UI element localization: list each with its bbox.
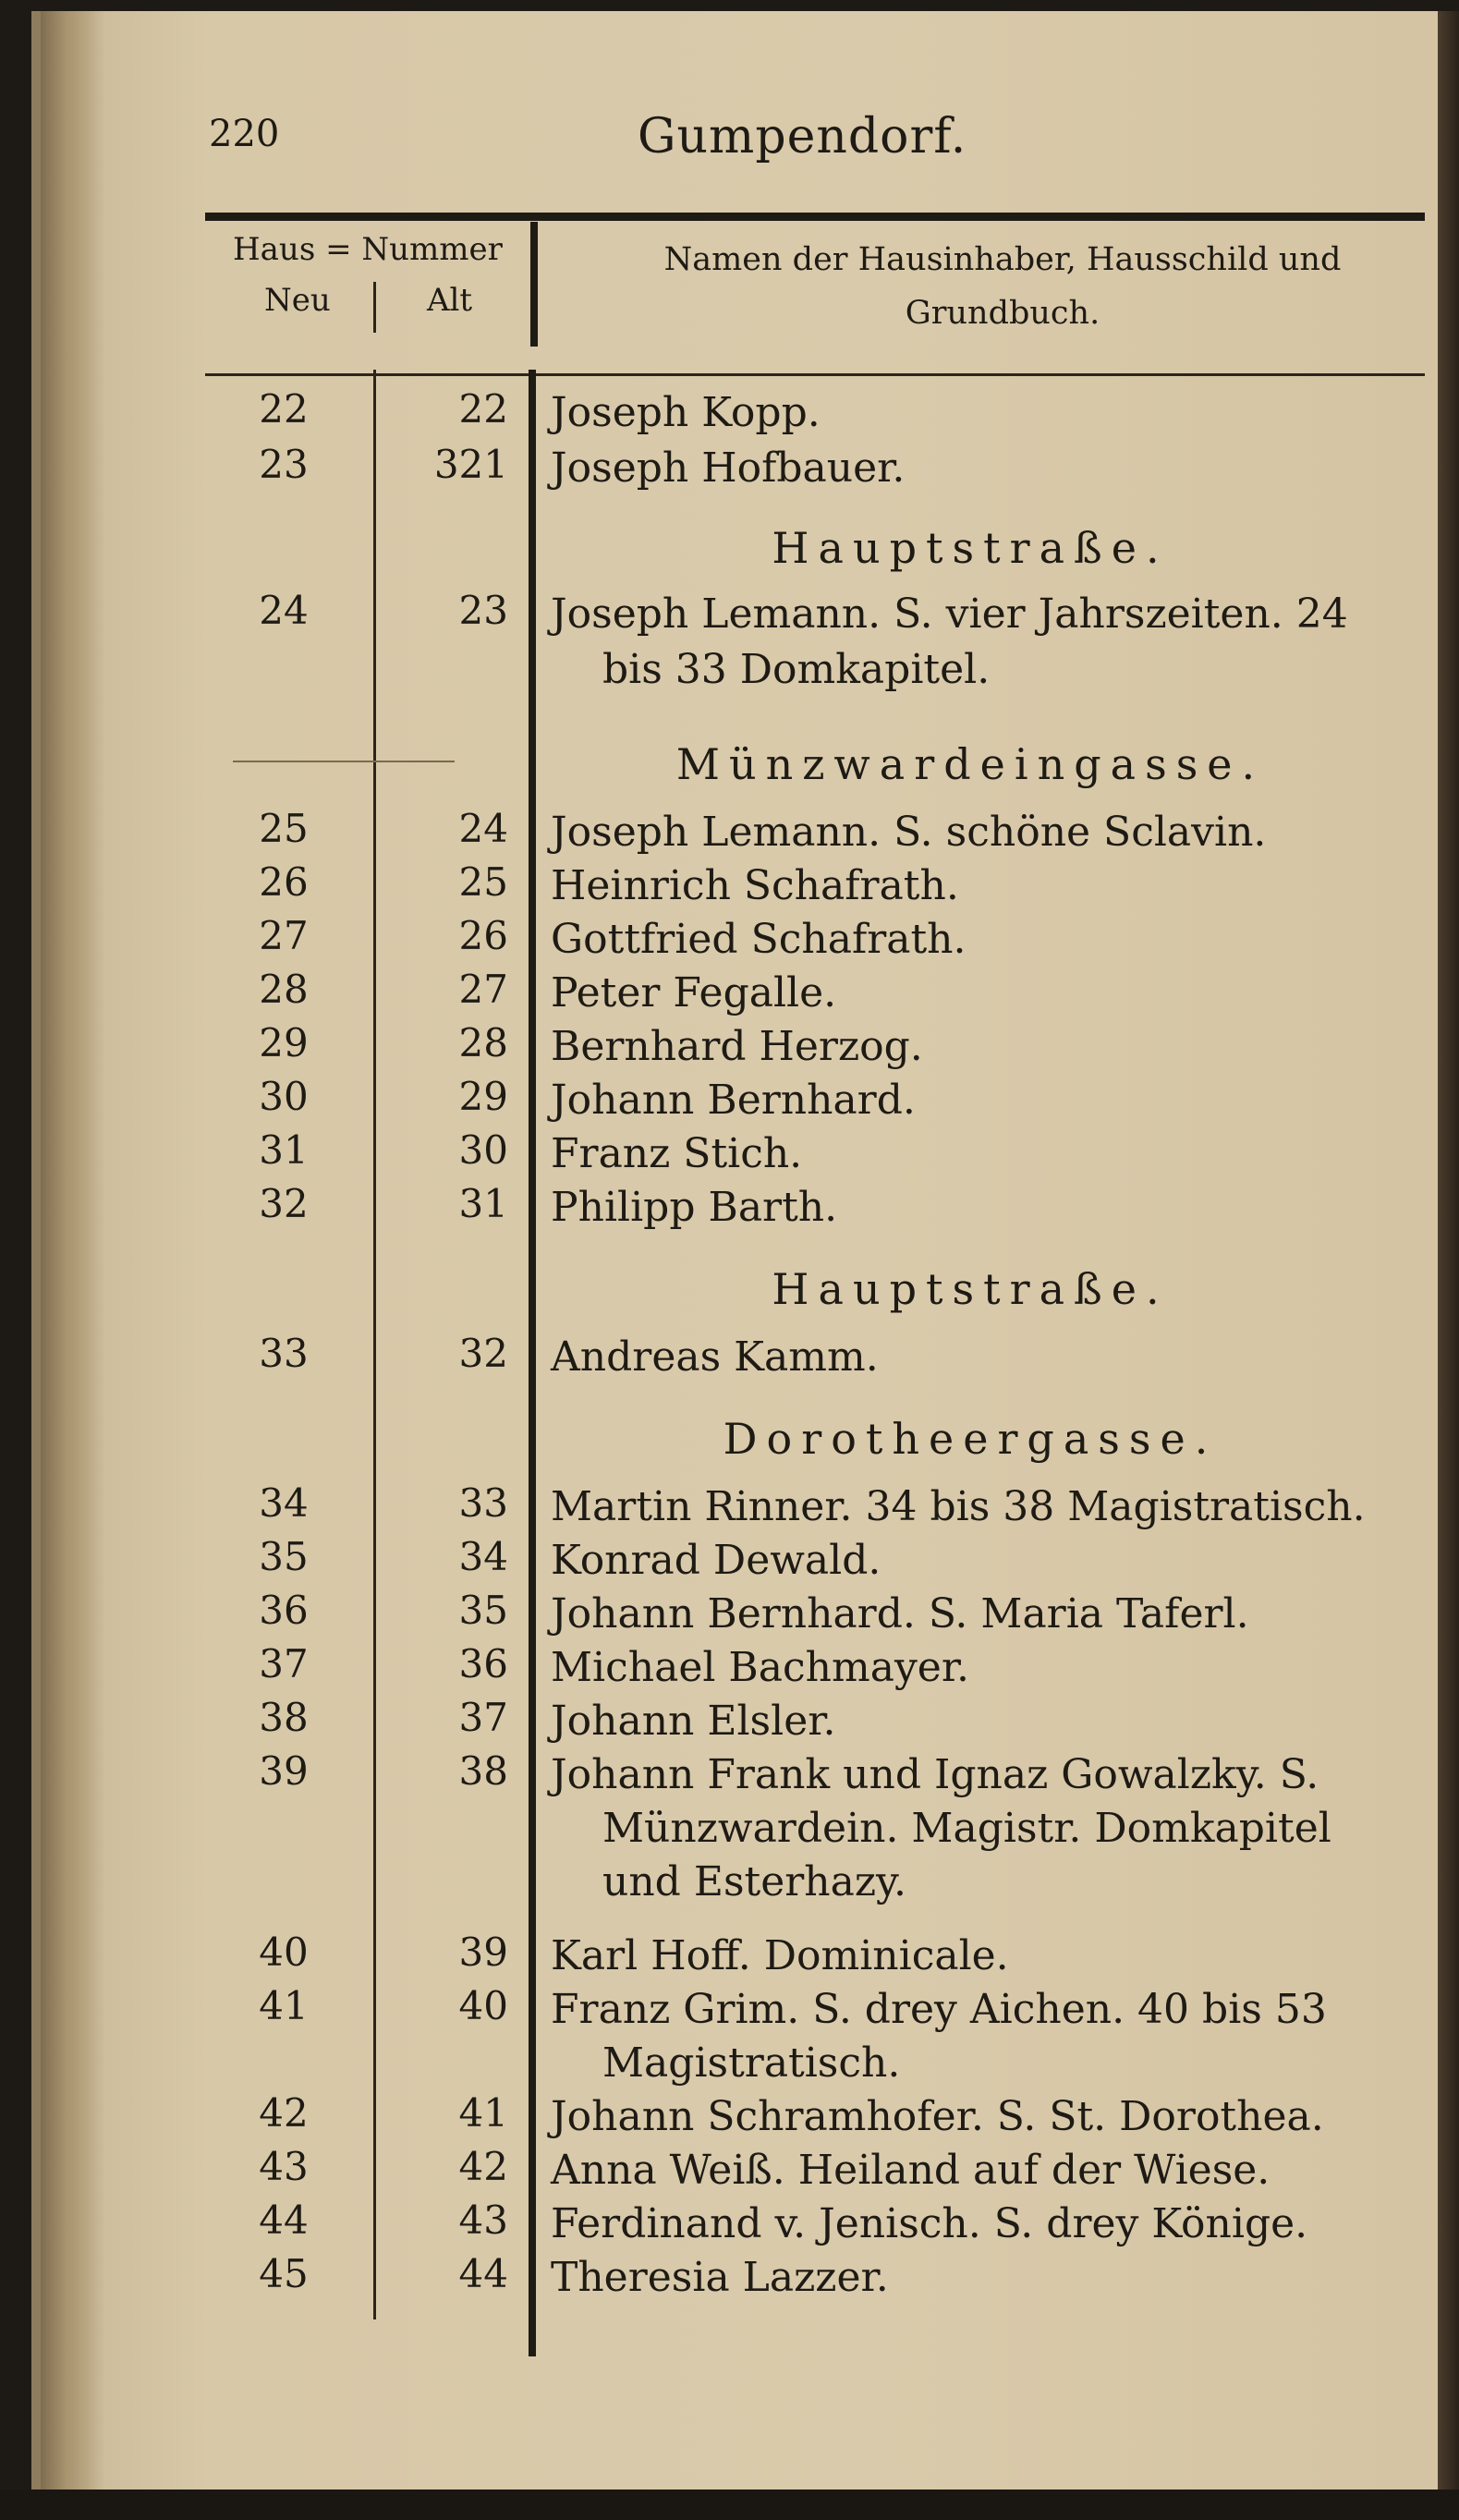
house-number-old: 24	[458, 806, 508, 851]
house-number-old: 44	[458, 2251, 508, 2296]
house-number-new: 32	[259, 1181, 309, 1226]
owner-entry: Joseph Lemann. S. vier Jahrszeiten. 24	[551, 590, 1348, 638]
table-row	[0, 1534, 1459, 1589]
house-number-new: 29	[259, 1020, 309, 1065]
house-number-old: 29	[458, 1074, 508, 1119]
house-number-old: 31	[458, 1181, 508, 1226]
table-row	[0, 588, 1459, 643]
table-row	[0, 2144, 1459, 2199]
owner-entry: Anna Weiß. Heiland auf der Wiese.	[551, 2147, 1271, 2194]
house-number-old: 35	[458, 1588, 508, 1633]
house-number-old: 38	[458, 1748, 508, 1794]
owner-entry: Joseph Kopp.	[551, 389, 821, 436]
owner-entry-continuation: und Esterhazy.	[602, 1858, 907, 1905]
owner-entry-continuation: Münzwardein. Magistr. Domkapitel	[602, 1805, 1331, 1852]
header-neu-alt-divider	[373, 282, 376, 333]
house-number-new: 42	[259, 2090, 309, 2136]
table-row-continuation	[0, 1856, 1459, 1911]
owner-entry-continuation: Magistratisch.	[602, 2039, 901, 2087]
table-row	[0, 967, 1459, 1022]
table-row	[0, 1695, 1459, 1750]
page-number: 220	[209, 113, 280, 155]
column-header-alt: Alt	[427, 282, 473, 319]
scan-background	[0, 2490, 1459, 2520]
owner-entry: Konrad Dewald.	[551, 1537, 881, 1584]
owner-entry: Heinrich Schafrath.	[551, 862, 959, 909]
table-row-continuation	[0, 2037, 1459, 2092]
house-number-old: 30	[458, 1127, 508, 1173]
header-rule-thin	[205, 373, 1425, 376]
owner-entry: Ferdinand v. Jenisch. S. drey Könige.	[551, 2200, 1308, 2247]
house-number-new: 43	[259, 2144, 309, 2189]
table-row	[0, 2251, 1459, 2307]
house-number-old: 33	[458, 1480, 508, 1526]
table-row-continuation	[0, 643, 1459, 699]
house-number-new: 38	[259, 1695, 309, 1740]
section-dash	[233, 761, 455, 762]
house-number-new: 23	[259, 442, 309, 487]
owner-entry: Johann Bernhard.	[551, 1077, 916, 1124]
owner-entry: Johann Elsler.	[551, 1698, 836, 1745]
table-row	[0, 442, 1459, 497]
owner-entry: Martin Rinner. 34 bis 38 Magistratisch.	[551, 1483, 1366, 1530]
house-number-old: 32	[458, 1331, 508, 1376]
owner-entry: Peter Fegalle.	[551, 969, 837, 1017]
table-row	[0, 2090, 1459, 2146]
house-number-new: 35	[259, 1534, 309, 1579]
house-number-new: 33	[259, 1331, 309, 1376]
table-row	[0, 1127, 1459, 1183]
house-number-new: 30	[259, 1074, 309, 1119]
table-row	[0, 1641, 1459, 1697]
house-number-old: 43	[458, 2197, 508, 2243]
house-number-new: 26	[259, 859, 309, 905]
owner-entry: Johann Frank und Ignaz Gowalzky. S.	[551, 1751, 1319, 1798]
house-number-old: 36	[458, 1641, 508, 1686]
house-number-new: 45	[259, 2251, 309, 2296]
house-number-new: 44	[259, 2197, 309, 2243]
house-number-new: 34	[259, 1480, 309, 1526]
house-number-new: 25	[259, 806, 309, 851]
running-head: Gumpendorf.	[638, 109, 967, 164]
house-number-new: 39	[259, 1748, 309, 1794]
owner-entry: Andreas Kamm.	[551, 1333, 879, 1381]
owner-entry-continuation: bis 33 Domkapitel.	[602, 646, 991, 693]
house-number-new: 37	[259, 1641, 309, 1686]
column-header-names	[591, 233, 1414, 340]
table-row	[0, 1930, 1459, 1985]
table-row	[0, 859, 1459, 915]
table-row	[0, 806, 1459, 861]
table-row	[0, 2197, 1459, 2253]
house-number-old: 25	[458, 859, 508, 905]
street-heading: Hauptstraße.	[772, 1264, 1169, 1314]
house-number-new: 31	[259, 1127, 309, 1173]
house-number-new: 27	[259, 913, 309, 958]
owner-entry: Franz Grim. S. drey Aichen. 40 bis 53	[551, 1986, 1327, 2033]
house-number-old: 41	[458, 2090, 508, 2136]
house-number-new: 41	[259, 1983, 309, 2028]
house-number-old: 40	[458, 1983, 508, 2028]
house-number-new: 40	[259, 1930, 309, 1975]
table-row	[0, 1020, 1459, 1076]
house-number-old: 23	[458, 588, 508, 633]
owner-entry: Theresia Lazzer.	[551, 2254, 889, 2301]
table-row	[0, 1181, 1459, 1236]
owner-entry: Philipp Barth.	[551, 1184, 838, 1231]
house-number-old: 39	[458, 1930, 508, 1975]
street-heading: Münzwardeingasse.	[675, 739, 1265, 789]
street-heading: Hauptstraße.	[772, 523, 1169, 573]
owner-entry: Franz Stich.	[551, 1130, 803, 1177]
column-header-neu: Neu	[264, 282, 331, 319]
table-row	[0, 1983, 1459, 2039]
house-number-old: 27	[458, 967, 508, 1012]
table-row	[0, 1331, 1459, 1386]
owner-entry: Karl Hoff. Dominicale.	[551, 1932, 1009, 1979]
owner-entry: Gottfried Schafrath.	[551, 916, 967, 963]
header-rule-thick	[205, 213, 1425, 221]
house-number-new: 28	[259, 967, 309, 1012]
table-row	[0, 1588, 1459, 1643]
house-number-old: 34	[458, 1534, 508, 1579]
table-row	[0, 1074, 1459, 1129]
owner-entry: Michael Bachmayer.	[551, 1644, 970, 1691]
table-row-continuation	[0, 1802, 1459, 1857]
house-number-old: 37	[458, 1695, 508, 1740]
column-header-haus-nummer: Haus = Nummer	[233, 231, 503, 268]
house-number-old: 22	[458, 386, 508, 432]
table-row	[0, 1480, 1459, 1536]
owner-entry: Joseph Lemann. S. schöne Sclavin.	[551, 809, 1267, 856]
column-header-names-line2: Grundbuch.	[905, 295, 1100, 332]
owner-entry: Johann Schramhofer. S. St. Dorothea.	[551, 2093, 1324, 2140]
table-row	[0, 386, 1459, 442]
street-heading: Dorotheergasse.	[723, 1414, 1218, 1464]
owner-entry: Joseph Hofbauer.	[551, 444, 906, 492]
house-number-old: 321	[433, 442, 508, 487]
house-number-old: 28	[458, 1020, 508, 1065]
house-number-new: 24	[259, 588, 309, 633]
table-row	[0, 1748, 1459, 1804]
house-number-old: 42	[458, 2144, 508, 2189]
column-header-names-line1: Namen der Hausinhaber, Hausschild und	[663, 241, 1342, 278]
house-number-new: 22	[259, 386, 309, 432]
house-number-new: 36	[259, 1588, 309, 1633]
house-number-old: 26	[458, 913, 508, 958]
owner-entry: Johann Bernhard. S. Maria Taferl.	[551, 1590, 1249, 1637]
header-column-rule	[530, 222, 538, 347]
table-row	[0, 913, 1459, 968]
owner-entry: Bernhard Herzog.	[551, 1023, 923, 1070]
